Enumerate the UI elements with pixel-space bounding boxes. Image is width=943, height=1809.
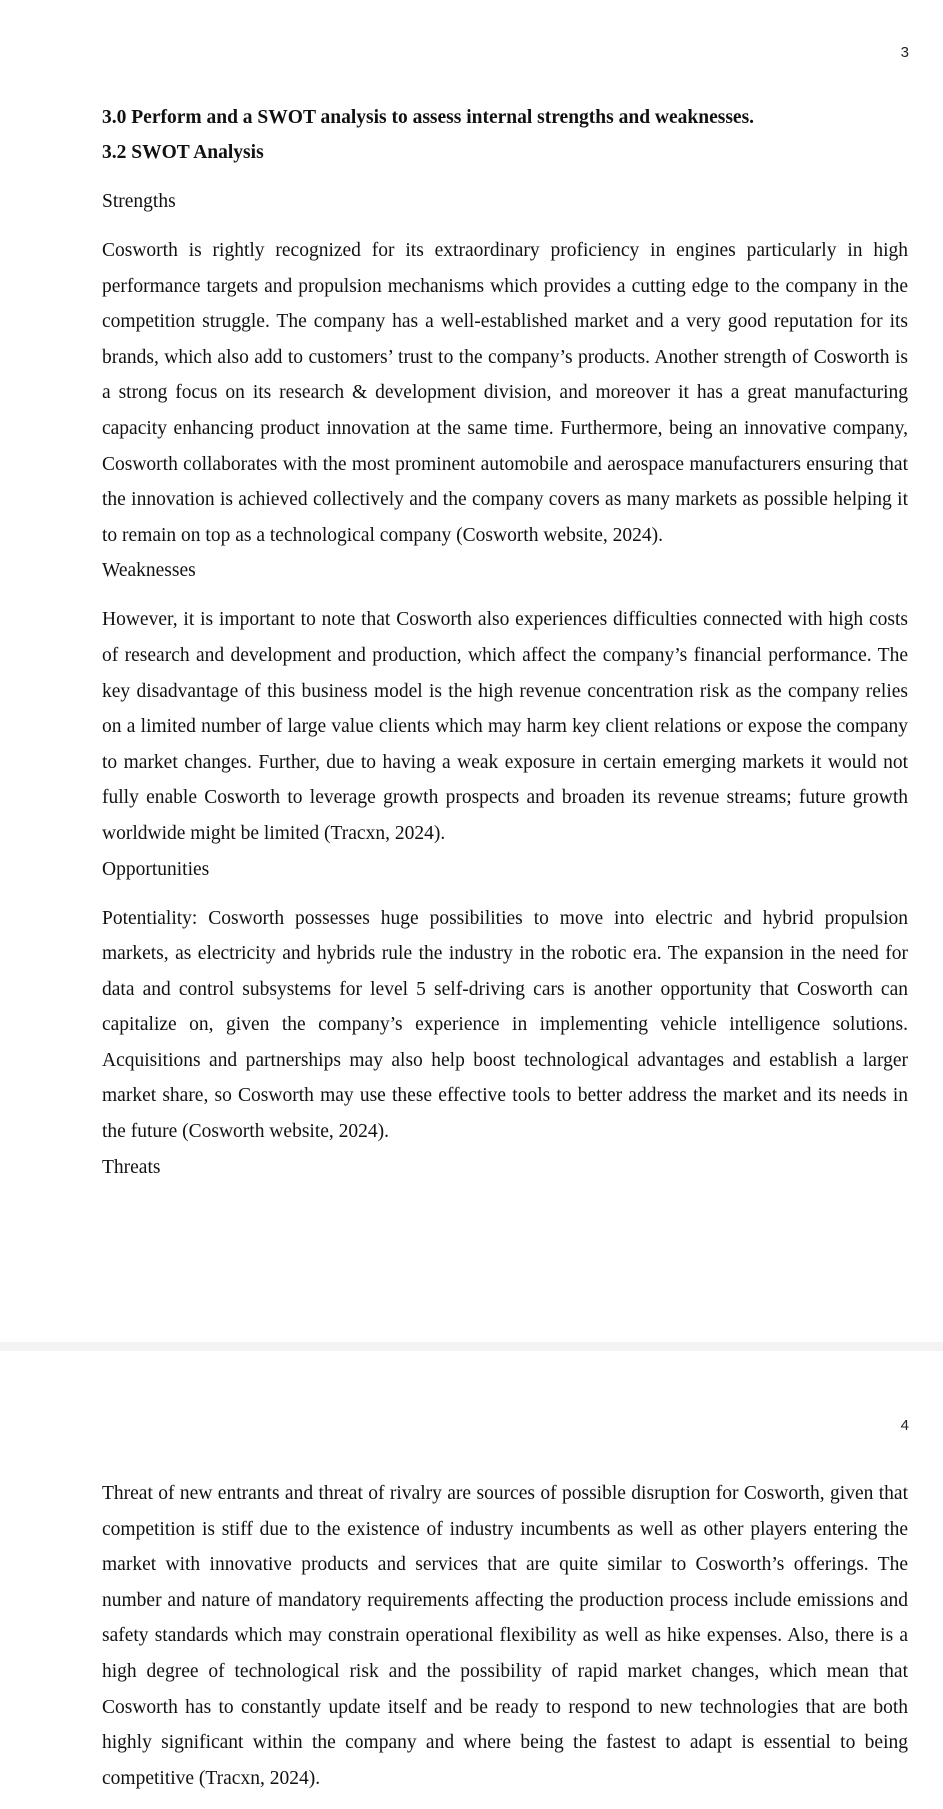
- opportunities-label: Opportunities: [102, 858, 210, 880]
- threats-paragraph: Threat of new entrants and threat of rivalry are sources of possible disruption for Cosworth, given that competition is stiff due to the existence of industry incumbents as well as other players entering the market with innovative products and services that are quite similar to Cosworth’s offerings. The number and nature of mandatory requirements affecting the production process include emissions and safety standards which may constrain operational flexibility as well as hike expenses. Also, there is a high degree of technological risk and the possibility of rapid market changes, which mean that Cosworth has to constantly update itself and be ready to respond to new technologies that are both highly significant within the company and where being the fastest to adapt is essential to being competitive (Tracxn, 2024).: [102, 1483, 908, 1789]
- weaknesses-paragraph: However, it is important to note that Cosworth also experiences difficulties connected with high costs of research and development and production, which affect the company’s financial performance. The key disadvantage of this business model is the high revenue concentration risk as the company relies on a limited number of large value clients which may harm key client relations or expose the company to market changes. Further, due to having a weak exposure in certain emerging markets it would not fully enable Cosworth to leverage growth prospects and broaden its revenue streams; future growth worldwide might be limited (Tracxn, 2024).: [102, 609, 908, 844]
- strengths-paragraph: Cosworth is rightly recognized for its extraordinary proficiency in engines particularly in high performance targets and propulsion mechanisms which provides a cutting edge to the company in the competition struggle. The company has a well-established market and a very good reputation for its brands, which also add to customers’ trust to the company’s products. Another strength of Cosworth is a strong focus on its research & development division, and moreover it has a great manufacturing capacity enhancing product innovation at the same time. Furthermore, being an innovative company, Cosworth collaborates with the most prominent automobile and aerospace manufacturers ensuring that the innovation is achieved collectively and the company covers as many markets as possible helping it to remain on top as a technological company (Cosworth website, 2024).: [102, 240, 908, 546]
- section-heading: 3.0 Perform and a SWOT analysis to assess internal strengths and weaknesses.: [102, 107, 755, 128]
- page-content: [102, 1476, 908, 1796]
- document-page-4: [0, 1351, 943, 1809]
- page-number: 4: [900, 1417, 909, 1434]
- page-content: [102, 100, 908, 1185]
- threats-label: Threats: [102, 1156, 161, 1178]
- weaknesses-label: Weaknesses: [102, 560, 196, 582]
- opportunities-paragraph: Potentiality: Cosworth possesses huge possibilities to move into electric and hybrid propulsion markets, as electricity and hybrids rule the industry in the robotic era. The expansion in the need for data and control subsystems for level 5 self-driving cars is another opportunity that Cosworth can capitalize on, given the company’s experience in implementing vehicle intelligence solutions. Acquisitions and partnerships may also help boost technological advantages and establish a larger market share, so Cosworth may use these effective tools to better address the market and its needs in the future (Cosworth website, 2024).: [102, 907, 908, 1143]
- page-number: 3: [900, 44, 909, 61]
- subsection-heading: 3.2 SWOT Analysis: [102, 142, 264, 163]
- strengths-label: Strengths: [102, 191, 176, 212]
- page-separator: [0, 1342, 943, 1351]
